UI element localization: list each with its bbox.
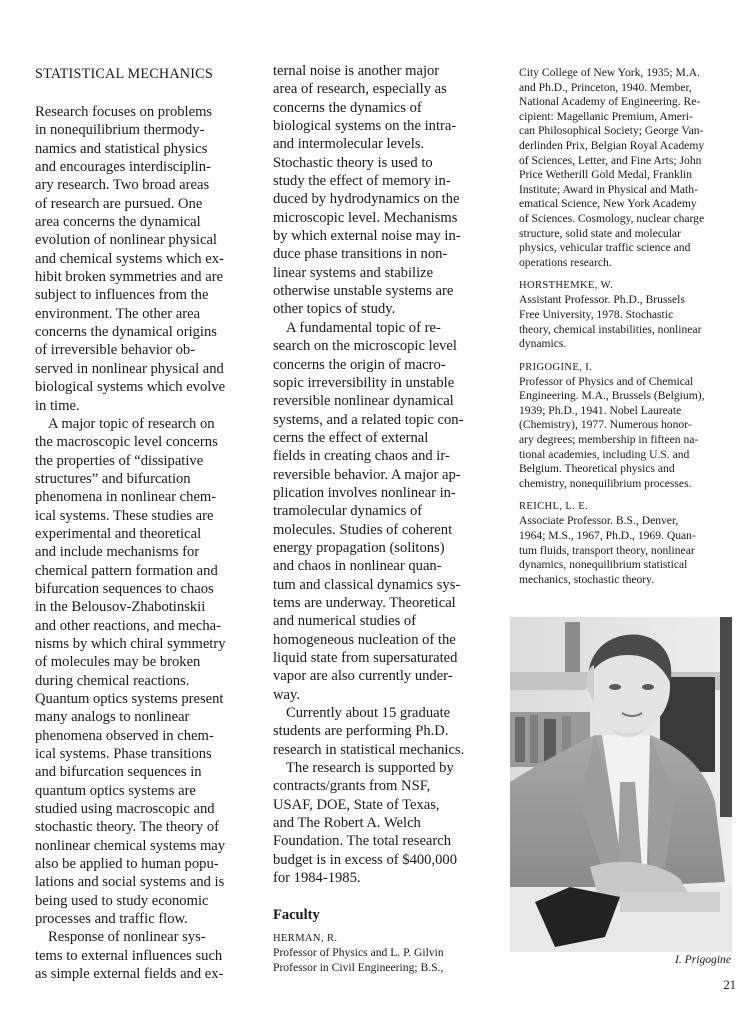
text-line: being used to study economic — [35, 892, 209, 909]
paragraph — [35, 928, 257, 983]
text-line: ary degrees; membership in fifteen na- — [519, 433, 699, 447]
text-line: budget is in excess of $400,000 — [273, 851, 458, 868]
text-line: Free University, 1978. Stochastic — [519, 307, 674, 321]
faculty-entry-herman-continued — [519, 66, 737, 270]
text-line: duce phase transitions in non- — [273, 246, 448, 263]
text-line: theory, chemical instabilities, nonlinear — [519, 322, 702, 336]
text-line: Engineering. M.A., Brussels (Belgium), — [519, 389, 705, 403]
text-line: operations research. — [519, 255, 612, 269]
text-line: subject to influences from the — [35, 287, 209, 304]
text-line: 1964; M.S., 1967, Ph.D., 1969. Quan- — [519, 529, 696, 543]
faculty-entry-prigogine — [519, 361, 737, 492]
text-line: and chemical systems which ex- — [35, 250, 224, 267]
text-line: energy propagation (solitons) — [273, 539, 445, 556]
text-line: Research focuses on problems — [35, 104, 213, 120]
text-line: tional academies, including U.S. and — [519, 447, 690, 461]
text-line: served in nonlinear physical and — [35, 360, 224, 377]
text-line: Stochastic theory is used to — [273, 154, 433, 171]
text-line: structures” and bifurcation — [35, 470, 191, 487]
text-line: Foundation. The total research — [273, 833, 452, 850]
text-line: fields in creating chaos and ir- — [273, 448, 450, 465]
text-line: can Philosophical Society; George Van- — [519, 124, 704, 138]
text-line: ical systems. These studies are — [35, 507, 214, 524]
faculty-bio — [519, 293, 737, 351]
text-line: duced by hydrodynamics on the — [273, 191, 460, 208]
faculty-bio — [519, 66, 737, 270]
text-line: contracts/grants from NSF, — [273, 778, 431, 795]
text-line: processes and traffic flow. — [35, 911, 188, 928]
text-line: tems are underway. Theoretical — [273, 594, 456, 611]
portrait-photo — [510, 617, 732, 952]
paragraph — [35, 415, 257, 929]
text-line: (Chemistry), 1977. Numerous honor- — [519, 418, 692, 432]
text-line: dynamics, nonequilibrium statistical — [519, 558, 688, 572]
text-line: tramolecular dynamics of — [273, 503, 423, 520]
text-line: nisms by which chiral symmetry — [35, 635, 226, 652]
text-line: and bifurcation sequences in — [35, 764, 202, 781]
page-number: 21 — [723, 978, 736, 992]
paragraph — [273, 319, 495, 704]
text-line: microscopic level. Mechanisms — [273, 209, 458, 226]
text-line: Belgium. Theoretical physics and — [519, 462, 675, 476]
text-line: physics, vehicular traffic science and — [519, 241, 691, 255]
text-line: in nonequilibrium thermody- — [35, 122, 205, 139]
text-line: Quantum optics systems present — [35, 691, 224, 707]
text-line: Response of nonlinear sys- — [48, 929, 206, 946]
column-2 — [273, 62, 495, 985]
text-line: plication involves nonlinear in- — [273, 484, 456, 501]
text-line: USAF, DOE, State of Texas, — [273, 796, 440, 813]
faculty-name: PRIGOGINE, I. — [519, 361, 593, 373]
text-line: lations and social systems and is — [35, 874, 225, 891]
text-line: research in statistical mechanics. — [273, 741, 465, 758]
text-line: Associate Professor. B.S., Denver, — [519, 514, 679, 528]
paragraph — [273, 759, 495, 887]
column-1 — [35, 62, 257, 984]
text-line: ical systems. Phase transitions — [35, 746, 212, 763]
text-line: dynamics. — [519, 337, 567, 351]
text-line: tum fluids, transport theory, nonlinear — [519, 543, 695, 557]
text-line: many analogs to nonlinear — [35, 709, 190, 726]
text-line: and chaos in nonlinear quan- — [273, 558, 442, 575]
text-line: concerns the origin of macro- — [273, 356, 446, 373]
text-line: the macroscopic level concerns — [35, 434, 218, 451]
faculty-heading: Faculty — [273, 907, 320, 924]
text-line: area of research, especially as — [273, 81, 447, 98]
text-line: Price Wetherill Gold Medal, Franklin — [519, 168, 693, 182]
text-line: A fundamental topic of re- — [286, 319, 441, 336]
text-line: City College of New York, 1935; M.A. — [519, 66, 700, 79]
faculty-name: REICHL, L. E. — [519, 501, 589, 513]
paragraph — [273, 62, 495, 319]
text-line: Professor of Physics and L. P. Gilvin — [273, 946, 444, 960]
text-line: stochastic theory. The theory of — [35, 819, 219, 836]
text-line: in the Belousov-Zhabotinskii — [35, 599, 206, 616]
column-1-body — [35, 103, 257, 984]
text-line: phenomena observed in chem- — [35, 727, 214, 744]
text-line: 1939; Ph.D., 1941. Nobel Laureate — [519, 403, 682, 417]
text-line: namics and statistical physics — [35, 140, 208, 157]
text-line: otherwise unstable systems are — [273, 283, 454, 300]
text-line: the properties of “dissipative — [35, 452, 204, 469]
text-line: tems to external influences such — [35, 947, 223, 964]
text-line: experimental and theoretical — [35, 525, 202, 542]
text-line: study the effect of memory in- — [273, 173, 451, 190]
text-line: The research is supported by — [286, 760, 454, 777]
text-line: sopic irreversibility in unstable — [273, 374, 455, 391]
text-line: of Sciences. Cosmology, nuclear charge — [519, 211, 705, 225]
text-line: by which external noise may in- — [273, 228, 461, 245]
text-line: in time. — [35, 397, 80, 414]
text-line: biological systems which evolve — [35, 379, 226, 396]
text-line: quantum optics systems are — [35, 782, 196, 799]
text-line: hibit broken symmetries and are — [35, 269, 224, 286]
text-line: cerns the effect of external — [273, 429, 429, 446]
text-line: area concerns the dynamical — [35, 214, 201, 231]
text-line: biological systems on the intra- — [273, 118, 457, 135]
text-line: phenomena in nonlinear chem- — [35, 489, 217, 506]
column-3 — [519, 66, 737, 596]
text-line: liquid state from supersaturated — [273, 650, 458, 666]
text-line: and numerical studies of — [273, 613, 417, 630]
faculty-bio — [273, 946, 495, 975]
text-line: and encourages interdisciplin- — [35, 159, 211, 176]
text-line: search on the microscopic level — [273, 338, 457, 355]
text-line: as simple external fields and ex- — [35, 966, 224, 983]
faculty-entry-reichl — [519, 500, 737, 587]
text-line: concerns the dynamics of — [273, 99, 422, 116]
text-line: way. — [273, 686, 301, 703]
column-2-body — [273, 62, 495, 887]
text-line: environment. The other area — [35, 305, 201, 322]
text-line: during chemical reactions. — [35, 672, 190, 689]
text-line: students are performing Ph.D. — [273, 723, 449, 740]
text-line: of irreversible behavior ob- — [35, 342, 196, 359]
text-line: National Academy of Engineering. Re- — [519, 95, 701, 109]
text-line: for 1984-1985. — [273, 870, 361, 887]
paragraph — [35, 103, 257, 415]
text-line: systems, and a related topic con- — [273, 411, 464, 428]
text-line: Assistant Professor. Ph.D., Brussels — [519, 293, 685, 307]
text-line: also be applied to human popu- — [35, 856, 219, 873]
text-line: bifurcation sequences to chaos — [35, 580, 214, 597]
text-line: of research are pursued. One — [35, 195, 203, 212]
text-line: vapor are also currently under- — [273, 668, 453, 685]
text-line: and include mechanisms for — [35, 544, 200, 561]
text-line: Professor of Physics and of Chemical — [519, 374, 694, 388]
text-line: ternal noise is another major — [273, 63, 440, 79]
text-line: homogeneous nucleation of the — [273, 631, 456, 648]
text-line: linear systems and stabilize — [273, 264, 434, 281]
text-line: studied using macroscopic and — [35, 801, 215, 818]
text-line: tum and classical dynamics sys- — [273, 576, 461, 593]
text-line: reversible nonlinear dynamical — [273, 393, 454, 410]
text-line: other topics of study. — [273, 301, 396, 318]
text-line: concerns the dynamical origins — [35, 324, 217, 341]
text-line: molecules. Studies of coherent — [273, 521, 453, 538]
text-line: A major topic of research on — [48, 415, 215, 432]
text-line: and other reactions, and mecha- — [35, 617, 221, 634]
text-line: chemical pattern formation and — [35, 562, 218, 579]
text-line: ematical Science, New York Academy — [519, 197, 697, 211]
text-line: and intermolecular levels. — [273, 136, 425, 153]
text-line: cipient: Magellanic Premium, Ameri- — [519, 109, 693, 123]
portrait-image — [510, 617, 732, 952]
photo-caption: I. Prigogine — [674, 953, 731, 966]
faculty-entry-horsthemke — [519, 279, 737, 351]
faculty-bio — [519, 375, 737, 492]
text-line: and The Robert A. Welch — [273, 815, 421, 832]
text-line: structure, solid state and molecular — [519, 226, 681, 240]
paragraph — [273, 704, 495, 759]
faculty-bio — [519, 514, 737, 587]
text-line: and Ph.D., Princeton, 1940. Member, — [519, 80, 692, 94]
text-line: chemistry, nonequilibrium processes. — [519, 476, 692, 490]
text-line: ary research. Two broad areas — [35, 177, 210, 194]
text-line: of molecules may be broken — [35, 654, 201, 671]
faculty-entry-herman-start — [273, 932, 495, 975]
text-line: mechanics, stochastic theory. — [519, 572, 655, 586]
text-line: nonlinear chemical systems may — [35, 837, 226, 854]
section-title: STATISTICAL MECHANICS — [35, 66, 213, 82]
text-line: of Sciences, Letter, and Fine Arts; John — [519, 153, 702, 167]
text-line: Professor in Civil Engineering; B.S., — [273, 961, 444, 975]
text-line: evolution of nonlinear physical — [35, 232, 217, 249]
faculty-name: HERMAN, R. — [273, 933, 338, 945]
text-line: derlinden Prix, Belgian Royal Academy — [519, 138, 705, 152]
faculty-name: HORSTHEMKE, W. — [519, 280, 613, 292]
text-line: Institute; Award in Physical and Math- — [519, 182, 698, 196]
text-line: Currently about 15 graduate — [286, 705, 451, 722]
text-line: reversible behavior. A major ap- — [273, 466, 461, 483]
